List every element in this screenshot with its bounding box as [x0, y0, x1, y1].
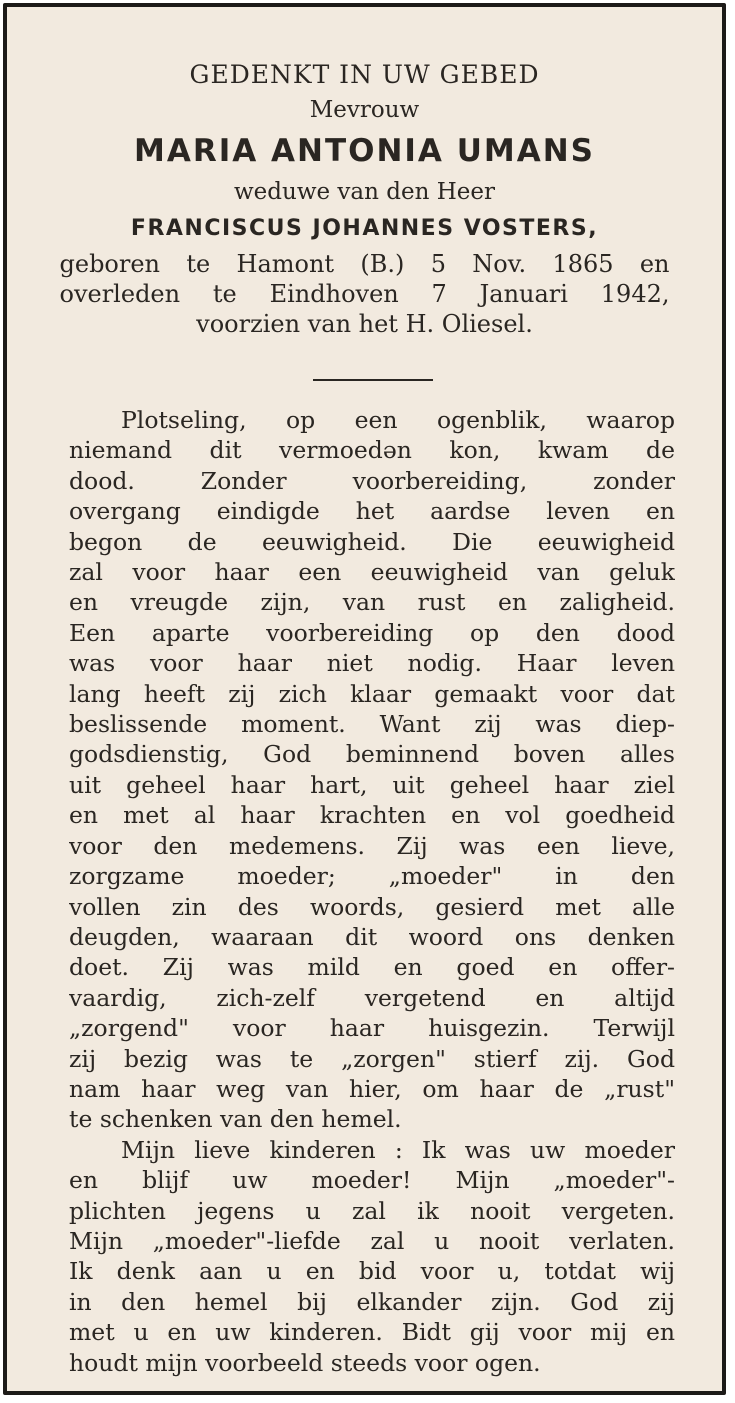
card-header	[7, 57, 722, 339]
sacrament-line: voorzien van het H. Oliesel.	[196, 310, 533, 338]
text-line: uit geheel haar hart, uit geheel haar ziel	[69, 770, 675, 799]
text-line: overgang eindigde het aardse leven en	[69, 497, 675, 526]
text-line: voor den medemens. Zij was een lieve,	[69, 831, 675, 860]
text-line: Mijn lieve kinderen : Ik was uw moeder	[121, 1135, 675, 1164]
text-line: Plotseling, op een ogenblik, waarop	[121, 406, 675, 434]
text-line: zorgzame moeder; „moeder" in den	[69, 862, 675, 891]
text-line: te schenken van den hemel.	[69, 1105, 402, 1134]
text-line: niemand dit vermoedən kon, kwam de	[69, 436, 675, 465]
text-line: vollen zin des woords, gesierd met alle	[69, 892, 675, 921]
text-line: lang heeft zij zich klaar gemaakt voor dat	[69, 679, 675, 708]
spouse-name: FRANCISCUS JOHANNES VOSTERS,	[130, 216, 599, 241]
birth-line: geboren te Hamont (B.) 5 Nov. 1865 en	[59, 250, 670, 278]
text-line: godsdienstig, God beminnend boven alles	[69, 740, 675, 769]
text-line: plichten jegens u zal ik nooit vergeten.	[69, 1196, 675, 1225]
paragraph-1	[69, 405, 675, 1135]
memorial-text	[69, 405, 675, 1378]
text-line: beslissende moment. Want zij was diep-	[69, 710, 675, 739]
text-line: en met al haar krachten en vol goedheid	[69, 801, 675, 830]
widow-of-line: weduwe van den Heer	[233, 179, 495, 205]
divider-rule	[313, 379, 433, 381]
deceased-name: MARIA ANTONIA UMANS	[133, 133, 595, 169]
text-line: met u en uw kinderen. Bidt gij voor mij en	[69, 1318, 675, 1347]
text-line: Een aparte voorbereiding op den dood	[69, 618, 675, 647]
text-line: was voor haar niet nodig. Haar leven	[69, 649, 675, 678]
text-line: doet. Zij was mild en goed en offer-	[69, 953, 675, 982]
memorial-card	[3, 3, 726, 1395]
text-line: vaardig, zich-zelf vergetend en altijd	[69, 983, 675, 1012]
text-line: en vreugde zijn, van rust en zaligheid.	[69, 588, 675, 617]
text-line: Ik denk aan u en bid voor u, totdat wij	[69, 1257, 675, 1286]
text-line: Mijn „moeder"-liefde zal u nooit verlaten.	[69, 1226, 675, 1255]
text-line: in den hemel bij elkander zijn. God zij	[69, 1287, 675, 1316]
text-line: houdt mijn voorbeeld steeds voor ogen.	[69, 1348, 541, 1377]
honorific: Mevrouw	[309, 97, 420, 123]
text-line: dood. Zonder voorbereiding, zonder	[69, 466, 675, 495]
text-line: begon de eeuwigheid. Die eeuwigheid	[69, 527, 675, 556]
prayer-heading: GEDENKT IN UW GEBED	[189, 60, 540, 89]
paragraph-2	[69, 1135, 675, 1378]
text-line: nam haar weg van hier, om haar de „rust"	[69, 1074, 675, 1103]
death-line: overleden te Eindhoven 7 Januari 1942,	[59, 280, 670, 308]
text-line: zij bezig was te „zorgen" stierf zij. God	[69, 1044, 675, 1073]
text-line: „zorgend" voor haar huisgezin. Terwijl	[69, 1014, 675, 1043]
text-line: zal voor haar een eeuwigheid van geluk	[69, 558, 675, 587]
life-facts	[60, 249, 670, 339]
text-line: deugden, waaraan dit woord ons denken	[69, 922, 675, 951]
text-line: en blijf uw moeder! Mijn „moeder"-	[69, 1166, 675, 1195]
